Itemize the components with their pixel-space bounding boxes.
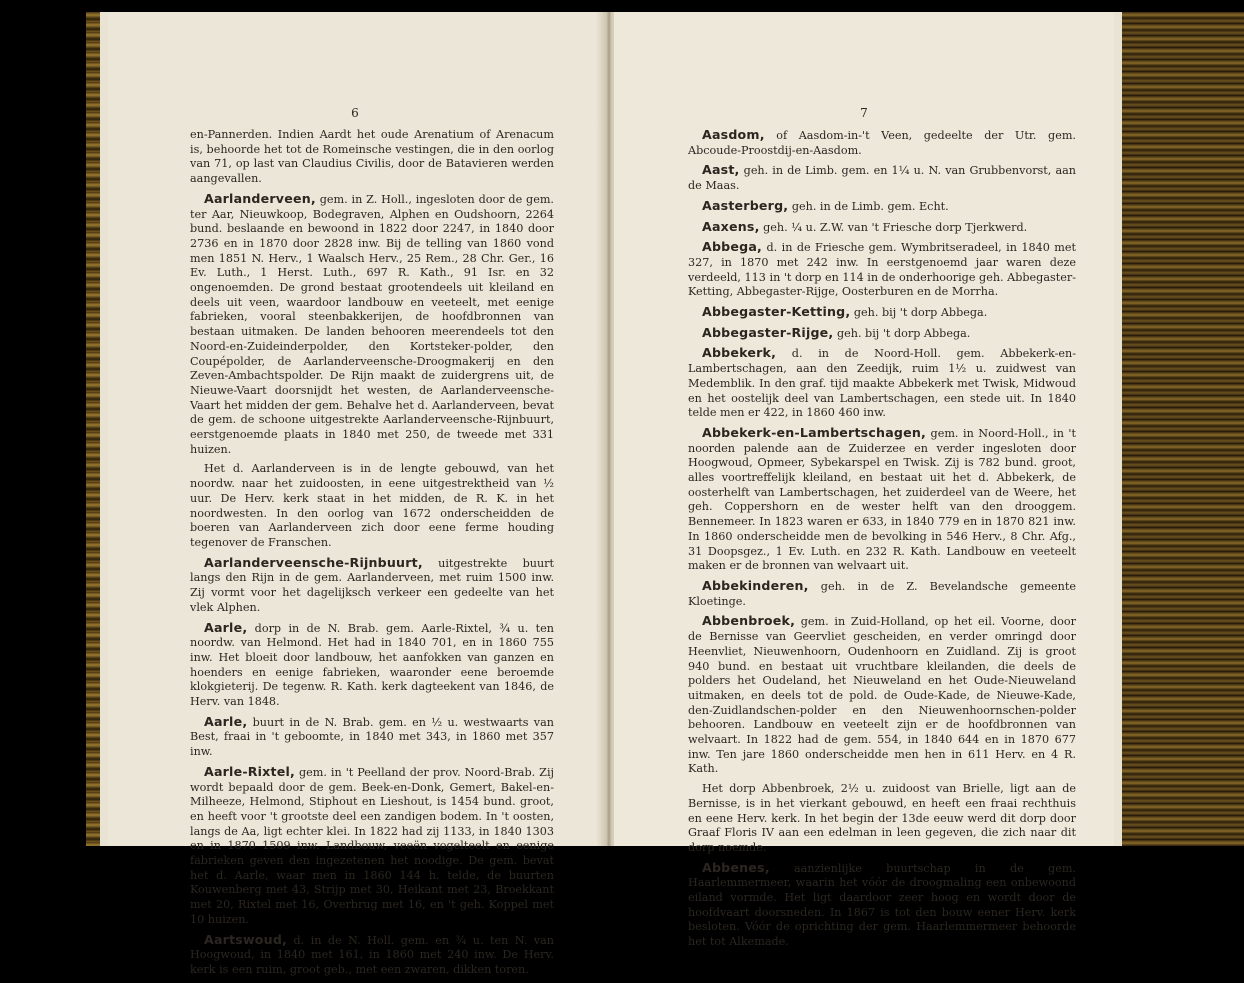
dictionary-entry: [688, 305, 1076, 321]
dictionary-entry: [688, 782, 1076, 856]
entry-text: Het dorp Abbenbroek, 2½ u. zuidoost van Brielle, ligt aan de Bernisse, is in het vierkant gebouwd, en heeft een fraai rechthuis en eene Herv. kerk. In het begin der 13de eeuw werd dit dorp door Graaf Floris IV aan een edelman in leen gegeven, die zich naar dit dorp noemde.: [688, 782, 1076, 854]
entry-text: dorp in de N. Brab. gem. Aarle-Rixtel, ¾ u. ten noordw. van Helmond. Het had in 1840 701, en in 1860 755 inw. Het bloeit door landbouw, het aanfokken van ganzen en hoenders en eenige fabrieken, waaronder eene beroemde klokgieterij. De tegenw. R. Kath. kerk dagteekent van 1846, de Herv. van 1848.: [190, 621, 554, 709]
dictionary-entry: [688, 220, 1076, 236]
dictionary-entry: [688, 199, 1076, 215]
entry-text: gem. in Zuid-Holland, op het eil. Voorne, door de Bernisse van Geervliet gescheiden, en verder omringd door Heenvliet, Nieuwenhoorn, Oudenhoorn en Zuidland. Zij is groot 940 bund. en bestaat uit vruchtbare kleilanden, die deels de polders het Oudeland, het Nieuweland en het Oude-Nieuweland uitmaken, en deels tot de pold. de Oude-Kade, de Nieuwe-Kade, den-Zuidlandschen-polder en den Nieuwenhoornschen-polder behooren. Landbouw en veeteelt zijn er de hoofdbronnen van welvaart. In 1822 had de gem. 554, in 1840 644 en in 1870 677 inw. Ten jare 1860 onderscheidde men hen in 611 Herv. en 4 R. Kath.: [688, 615, 1076, 776]
entry-headword: Abbegaster-Ketting,: [702, 304, 851, 320]
entry-headword: Abbekerk,: [702, 345, 777, 361]
page-text: [688, 128, 1076, 955]
entry-text: geh. ¼ u. Z.W. van 't Friesche dorp Tjerkwerd.: [759, 220, 1028, 234]
entry-headword: Aarlanderveen,: [204, 190, 316, 206]
entry-headword: Aarle,: [204, 619, 248, 635]
entry-text: en-Pannerden. Indien Aardt het oude Arenatium of Arenacum is, behoorde het tot de Romeinsche vestingen, die in den oorlog van 71, op last van Claudius Civilis, door de Batavieren werden aangevallen.: [190, 128, 554, 186]
entry-text: geh. in de Z. Bevelandsche gemeente Kloetinge.: [688, 579, 1076, 608]
dictionary-entry: [688, 614, 1076, 777]
entry-text: geh. bij 't dorp Abbega.: [833, 326, 971, 340]
entry-text: gem. in Noord-Holl., in 't noorden palende aan de Zuiderzee en verder ingesloten door Hoogwoud, Opmeer, Sybekarspel en Twisk. Zij is 782 bund. groot, alles voortreffelijk kleiland, en bestaat uit het d. Abbekerk, de oosterhelft van Lambertschagen, het zuiderdeel van de Weere, het geh. Coppershorn en de wester helft van den drooggem. Bennemeer. In 1823 waren er 633, in 1840 779 en in 1870 821 inw. In 1860 onderscheidde men de bevolking in 546 Herv., 8 Chr. Afg., 31 Doopsgez., 1 Ev. Luth. en 232 R. Kath. Landbouw en veeteelt maken er de bronnen van welvaart uit.: [688, 426, 1076, 573]
entry-text: gem. in Z. Holl., ingesloten door de gem. ter Aar, Nieuwkoop, Bodegraven, Alphen en Oudshoorn, 2264 bund. beslaande en bewoond in 1822 door 2247, in 1840 door 2736 en in 1870 door 2828 inw. Bij de telling van 1860 vond men 1851 N. Herv., 1 Waalsch Herv., 25 Rem., 28 Chr. Ger., 16 Ev. Luth., 1 Herst. Luth., 697 R. Kath., 91 Isr. en 32 ongenoemden. De grond bestaat grootendeels uit kleiland en deels uit veen, waardoor landbouw en veeteelt, met eenige fabrieken, vooral steenbakkerijen, de hoofdbronnen van bestaan uitmaken. De landen behooren meerendeels tot den Noord-en-Zuideinderpolder, den Kortsteker-polder, den Coupépolder, de Aarlanderveensche-Droogmakerij en den Zeven-Ambachtspolder. De Rijn maakt de zuidergrens uit, de Nieuwe-Vaart doorsnijdt het westen, de Aarlanderveensche-Vaart het midden der gem. Behalve het d. Aarlanderveen, bevat de gem. de schoone uitgestrekte Aarlanderveensche-Rijnbuurt, eerstgenoemde plaats in 1840 met 250, de tweede met 331 huizen.: [190, 192, 554, 456]
entry-headword: Abbenes,: [702, 859, 770, 875]
dictionary-entry: [190, 621, 554, 710]
dictionary-entry: [688, 128, 1076, 158]
entry-headword: Abbenbroek,: [702, 613, 796, 629]
entry-headword: Aasterberg,: [702, 197, 789, 213]
entry-text: Het d. Aarlanderveen is in de lengte gebouwd, van het noordw. naar het zuidoosten, in eene uitgestrektheid van ½ uur. De Herv. kerk staat in het midden, de R. K. in het noordwesten. In den oorlog van 1672 onderscheidden de boeren van Aarlanderveen zich door eene ferme houding tegenover de Franschen.: [190, 462, 554, 549]
dictionary-entry: [190, 556, 554, 616]
entry-text: uitgestrekte buurt langs den Rijn in de gem. Aarlanderveen, met ruim 1500 inw. Zij vormt voor het dagelijksch verkeer een gedeelte van het vlek Alphen.: [190, 556, 554, 614]
entry-text: buurt in de N. Brab. gem. en ½ u. westwaarts van Best, fraai in 't geboomte, in 1840 met 343, in 1860 met 357 inw.: [190, 715, 554, 759]
dictionary-entry: [688, 240, 1076, 300]
entry-headword: Abbegaster-Rijge,: [702, 324, 834, 340]
dictionary-entry: [688, 426, 1076, 574]
open-book: [100, 12, 1122, 976]
entry-text: geh. in de Limb. gem. en 1¼ u. N. van Grubbenvorst, aan de Maas.: [688, 164, 1076, 193]
dictionary-entry: [688, 579, 1076, 609]
dictionary-entry: [190, 128, 554, 187]
entry-headword: Aartswoud,: [204, 931, 288, 947]
entry-headword: Aarlanderveensche-Rijnbuurt,: [204, 554, 423, 570]
entry-text: d. in de N. Holl. gem. en ¾ u. ten N. van Hoogwoud, in 1840 met 161, in 1860 met 240 inw. De Herv. kerk is een ruim, groot geb., met een zwaren, dikken toren.: [190, 933, 554, 976]
dictionary-entry: [688, 163, 1076, 193]
left-page: [108, 12, 602, 976]
entry-headword: Aaxens,: [702, 218, 760, 234]
entry-headword: Abbega,: [702, 239, 763, 255]
dictionary-entry: [190, 933, 554, 978]
dictionary-entry: [190, 715, 554, 760]
entry-text: aanzienlijke buurtschap in de gem. Haarlemmermeer, waarin het vóór de droogmaling een onbewoond eiland vormde. Het ligt daardoor zeer hoog en wordt door de hoofdvaart doorsneden. In 1867 is tot den bouw eener Herv. kerk besloten. Vóór de oprichting der gem. Haarlemmermeer behoorde het tot Alkemade.: [688, 861, 1076, 949]
dictionary-entry: [688, 326, 1076, 342]
book-spine: [1120, 12, 1244, 846]
page-text: [190, 128, 554, 983]
entry-headword: Aarle,: [204, 713, 248, 729]
page-number: 6: [351, 106, 359, 120]
dictionary-entry: [190, 462, 554, 550]
entry-text: gem. in 't Peelland der prov. Noord-Brab. Zij wordt bepaald door de gem. Beek-en-Donk, Gemert, Bakel-en-Milheeze, Helmond, Stiphout en Lieshout, is 1454 bund. groot, en heeft voor 't grootste deel een zandigen bodem. In 't oosten, langs de Aa, ligt echter klei. In 1822 had zij 1133, in 1840 1303 en in 1870 1509 inw. Landbouw, veeën vogelteelt en eenige fabrieken geven den ingezetenen het noodige. De gem. bevat het d. Aarle, waar men in 1860 144 h. telde, de buurten Kouwenberg met 43, Strijp met 30, Heikant met 23, Broekkant met 20, Rixtel met 16, Overbrug met 16, en 't geh. Koppel met 10 huizen.: [190, 765, 554, 926]
right-page: [614, 12, 1114, 949]
dictionary-entry: [688, 346, 1076, 421]
dictionary-entry: [190, 765, 554, 928]
entry-text: geh. bij 't dorp Abbega.: [850, 306, 988, 320]
dictionary-entry: [190, 192, 554, 458]
entry-text: of Aasdom-in-'t Veen, gedeelte der Utr. gem. Abcoude-Proostdij-en-Aasdom.: [688, 129, 1076, 157]
entry-headword: Aarle-Rixtel,: [204, 763, 295, 779]
entry-text: d. in de Friesche gem. Wymbritseradeel, in 1840 met 327, in 1870 met 242 inw. In eerstgenoemd jaar waren deze verdeeld, 113 in 't dorp en 114 in de onderhoorige geh. Abbegaster-Ketting, Abbegaster-Rijge, Oosterburen en de Morrha.: [688, 241, 1076, 299]
entry-headword: Aast,: [702, 162, 740, 178]
entry-text: geh. in de Limb. gem. Echt.: [788, 199, 949, 213]
page-number: 7: [860, 106, 868, 120]
dictionary-entry: [688, 861, 1076, 950]
entry-text: d. in de Noord-Holl. gem. Abbekerk-en-Lambertschagen, aan den Zeedijk, ruim 1½ u. zuidwest van Medemblik. In den graf. tijd maakte Abbekerk met Twisk, Midwoud en het oostelijk deel van Lambertschagen, een stede uit. In 1840 telde men er 422, in 1860 460 inw.: [688, 347, 1076, 420]
entry-headword: Abbekinderen,: [702, 577, 809, 593]
entry-headword: Aasdom,: [702, 127, 765, 142]
entry-headword: Abbekerk-en-Lambertschagen,: [702, 424, 927, 440]
